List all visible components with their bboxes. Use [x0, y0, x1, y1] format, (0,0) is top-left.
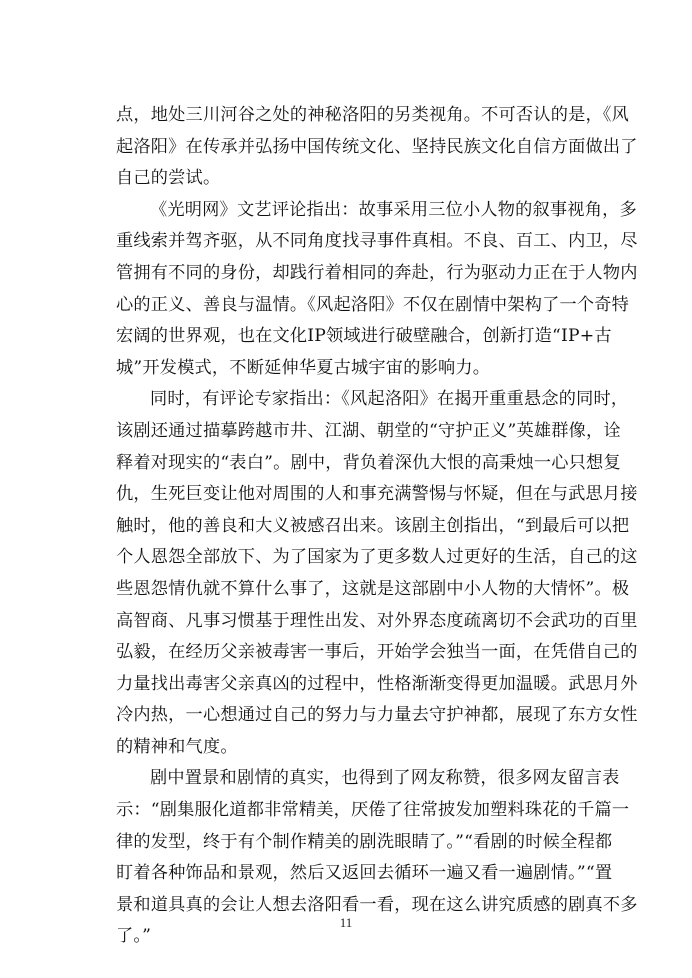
paragraph	[116, 100, 638, 195]
text-line: 弘毅，在经历父亲被毒害一事后，开始学会独当一面，在凭借自己的	[116, 642, 638, 663]
text-line: 《光明网》文艺评论指出：故事采用三位小人物的叙事视角，多	[150, 199, 637, 220]
page-number: 11	[339, 915, 353, 930]
body-text	[116, 100, 638, 953]
text-line: 高智商、凡事习惯基于理性出发、对外界态度疏离切不会武功的百里	[116, 610, 638, 631]
text-line: 重线索并驾齐驱，从不同角度找寻事件真相。不良、百工、内卫，尽	[116, 231, 638, 252]
text-line: 同时，有评论专家指出：《风起洛阳》在揭开重重悬念的同时，	[150, 389, 629, 410]
text-line: 的精神和气度。	[116, 736, 238, 757]
text-line: 释着对现实的“表白”。剧中，背负着深仇大恨的高秉烛一心只想复	[116, 452, 621, 473]
paragraph	[116, 384, 638, 763]
text-line: 律的发型，终于有个制作精美的剧洗眼睛了。”“看剧的时候全程都	[116, 831, 613, 852]
text-line: 触时，他的善良和大义被感召出来。该剧主创指出，“到最后可以把	[116, 515, 630, 536]
text-line: 起洛阳》在传承并弘扬中国传统文化、坚持民族文化自信方面做出了	[116, 136, 638, 157]
text-line: 管拥有不同的身份，却践行着相同的奔赴，行为驱动力正在于人物内	[116, 262, 638, 283]
text-line: 力量找出毒害父亲真凶的过程中，性格渐渐变得更加温暖。武思月外	[116, 673, 638, 694]
text-line: 自己的尝试。	[116, 168, 221, 189]
text-line: 冷内热，一心想通过自己的努力与力量去守护神都，展现了东方女性	[116, 705, 638, 726]
text-line: 了。”	[116, 926, 152, 947]
text-line: 该剧还通过描摹跨越市井、江湖、朝堂的“守护正义”英雄群像，诠	[116, 420, 621, 441]
text-line: 剧中置景和剧情的真实，也得到了网友称赞，很多网友留言表	[150, 768, 620, 789]
text-line: 城”开发模式，不断延伸华夏古城宇宙的影响力。	[116, 357, 491, 378]
paragraph	[116, 195, 638, 385]
text-line: 点，地处三川河谷之处的神秘洛阳的另类视角。不可否认的是，《风	[116, 105, 630, 125]
text-line: 示：“剧集服化道都非常精美，厌倦了往常披发加塑料珠花的千篇一	[116, 800, 630, 821]
text-line: 些恩怨情仇就不算什么事了，这就是这部剧中小人物的大情怀”。极	[116, 578, 630, 599]
text-line: 心的正义、善良与温情。《风起洛阳》不仅在剧情中架构了一个奇特	[116, 294, 630, 315]
text-line: 宏阔的世界观，也在文化IP领域进行破壁融合，创新打造“IP+古	[116, 326, 612, 347]
text-line: 仇，生死巨变让他对周围的人和事充满警惕与怀疑，但在与武思月接	[116, 484, 638, 505]
text-line: 盯着各种饰品和景观，然后又返回去循环一遍又看一遍剧情。”“置	[116, 863, 613, 884]
text-line: 个人恩怨全部放下、为了国家为了更多数人过更好的生活，自己的这	[116, 547, 638, 568]
text-line: 景和道具真的会让人想去洛阳看一看，现在这么讲究质感的剧真不多	[116, 894, 638, 915]
